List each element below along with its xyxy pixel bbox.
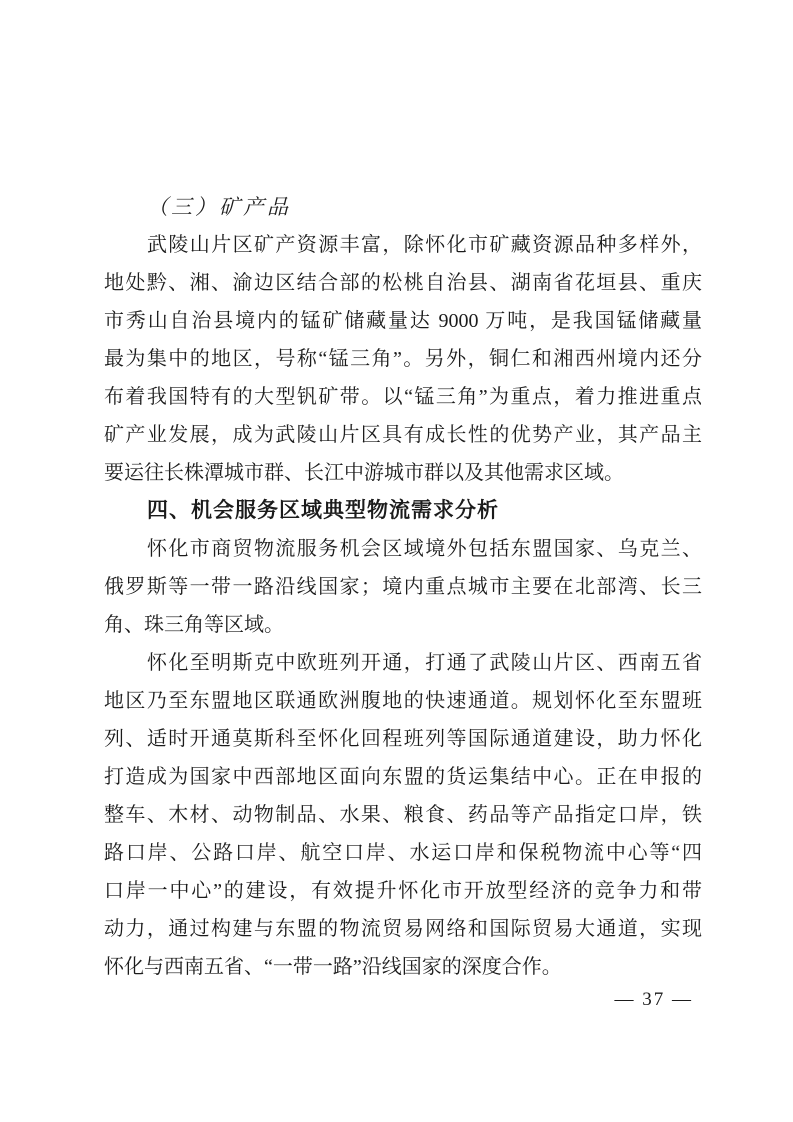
- text-line: 角、珠三角等区域。: [104, 614, 284, 636]
- section-heading-logistics-demand: 四、机会服务区域典型物流需求分析: [147, 499, 499, 522]
- text-line: 要运往长株潭城市群、长江中游城市群以及其他需求区域。: [104, 462, 624, 484]
- text-line: 布着我国特有的大型钒矿带。以“锰三角”为重点，着力推进重点: [104, 386, 702, 408]
- text-line: 俄罗斯等一带一路沿线国家；境内重点城市主要在北部湾、长三: [104, 576, 702, 598]
- page-number: — 37 —: [614, 989, 693, 1010]
- text-line: 整车、木材、动物制品、水果、粮食、药品等产品指定口岸，铁: [104, 804, 702, 826]
- text-line: 怀化至明斯克中欧班列开通，打通了武陵山片区、西南五省: [147, 652, 702, 674]
- paragraph-opportunity-regions: [104, 530, 702, 644]
- paragraph-mineral-products: [104, 226, 702, 492]
- text-line: 打造成为国家中西部地区面向东盟的货运集结中心。正在申报的: [104, 766, 702, 788]
- page-footer: [615, 988, 694, 1012]
- text-line: 武陵山片区矿产资源丰富，除怀化市矿藏资源品种多样外，: [147, 234, 702, 256]
- document-body: [104, 188, 702, 986]
- text-line: 地区乃至东盟地区联通欧洲腹地的快速通道。规划怀化至东盟班: [104, 690, 702, 712]
- text-line: 口岸一中心”的建设，有效提升怀化市开放型经济的竞争力和带: [104, 880, 702, 902]
- text-line: 矿产业发展，成为武陵山片区具有成长性的优势产业，其产品主: [104, 424, 702, 446]
- text-line: 市秀山自治县境内的锰矿储藏量达 9000 万吨，是我国锰储藏量: [104, 310, 702, 332]
- text-line: 列、适时开通莫斯科至怀化回程班列等国际通道建设，助力怀化: [104, 728, 702, 750]
- text-line: 动力，通过构建与东盟的物流贸易网络和国际贸易大通道，实现: [104, 918, 702, 940]
- text-line: 最为集中的地区，号称“锰三角”。另外，铜仁和湘西州境内还分: [104, 348, 702, 370]
- text-line: 路口岸、公路口岸、航空口岸、水运口岸和保税物流中心等“四: [104, 842, 702, 864]
- text-line: 怀化市商贸物流服务机会区域境外包括东盟国家、乌克兰、: [147, 538, 702, 560]
- section-heading-mineral-products: （三）矿产品: [147, 195, 291, 219]
- text-line: 地处黔、湘、渝边区结合部的松桃自治县、湖南省花垣县、重庆: [104, 272, 702, 294]
- text-line: 怀化与西南五省、“一带一路”沿线国家的深度合作。: [104, 956, 562, 978]
- paragraph-china-europe-train: [104, 644, 702, 986]
